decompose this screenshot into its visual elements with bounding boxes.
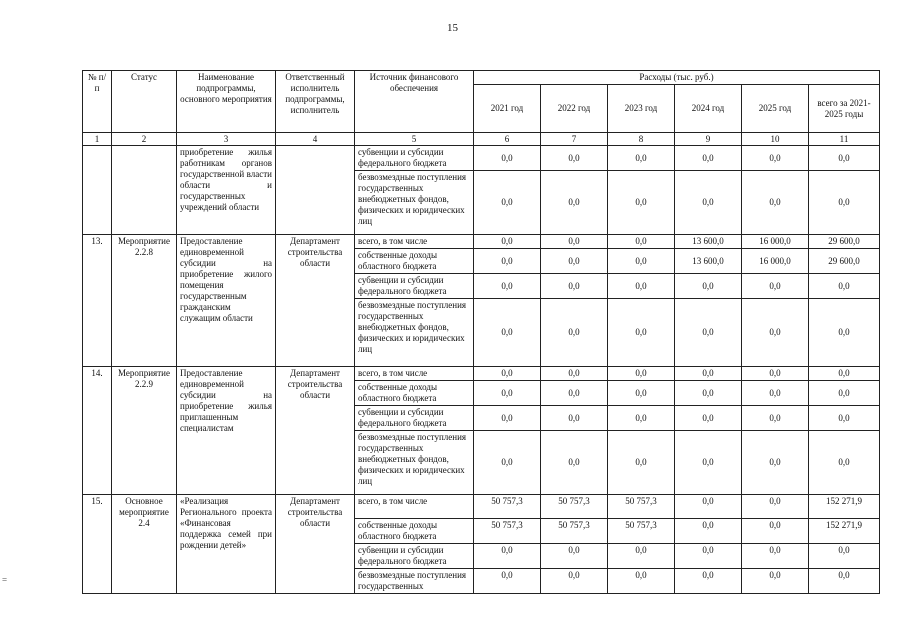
expense-value: 0,0 <box>541 235 608 249</box>
table-row <box>83 367 880 381</box>
expense-value: 0,0 <box>742 146 809 171</box>
expense-value: 0,0 <box>608 171 675 235</box>
expense-value: 0,0 <box>675 299 742 367</box>
column-number: 1 <box>83 133 112 146</box>
event-name: Предоставление единовременной субсидии на приобретение жилья приглашенным специалистам <box>177 367 276 495</box>
row-number: 14. <box>83 367 112 495</box>
expense-value: 0,0 <box>541 249 608 274</box>
expense-value: 13 600,0 <box>675 235 742 249</box>
expense-value: 0,0 <box>608 299 675 367</box>
funding-source: субвенции и субсидии федерального бюджета <box>355 274 474 299</box>
expense-value: 0,0 <box>809 381 880 406</box>
expense-value: 0,0 <box>675 367 742 381</box>
column-number: 2 <box>112 133 177 146</box>
expense-value: 0,0 <box>675 274 742 299</box>
column-number: 7 <box>541 133 608 146</box>
expense-value: 50 757,3 <box>608 495 675 519</box>
expense-value: 0,0 <box>474 146 541 171</box>
expense-value: 0,0 <box>474 544 541 569</box>
expense-value: 0,0 <box>742 519 809 544</box>
expense-value: 0,0 <box>809 431 880 495</box>
expense-value: 0,0 <box>742 569 809 594</box>
column-number: 11 <box>809 133 880 146</box>
column-number: 8 <box>608 133 675 146</box>
page-number: 15 <box>447 22 458 34</box>
column-number: 4 <box>276 133 355 146</box>
funding-source: всего, в том числе <box>355 235 474 249</box>
expense-value: 0,0 <box>742 274 809 299</box>
column-number: 6 <box>474 133 541 146</box>
expense-value: 0,0 <box>541 431 608 495</box>
column-number: 10 <box>742 133 809 146</box>
expense-value: 0,0 <box>608 146 675 171</box>
expense-value: 0,0 <box>809 171 880 235</box>
expense-value: 29 600,0 <box>809 235 880 249</box>
expense-value: 0,0 <box>608 544 675 569</box>
expense-value: 0,0 <box>474 235 541 249</box>
expense-value: 0,0 <box>742 544 809 569</box>
expense-value: 0,0 <box>474 381 541 406</box>
table-body <box>83 146 880 594</box>
funding-source: собственные доходы областного бюджета <box>355 381 474 406</box>
event-status: Основное мероприятие 2.4 <box>112 495 177 594</box>
event-name: приобретение жилья работникам органов государственной власти области и государственных учреждений области <box>177 146 276 235</box>
expense-value: 0,0 <box>541 146 608 171</box>
column-number: 3 <box>177 133 276 146</box>
expense-value: 50 757,3 <box>474 519 541 544</box>
header-year-2: 2022 год <box>541 85 608 133</box>
row-number <box>83 146 112 235</box>
expense-value: 0,0 <box>742 367 809 381</box>
expense-value: 0,0 <box>608 406 675 431</box>
responsible-executor: Департамент строительства области <box>276 367 355 495</box>
funding-source: субвенции и субсидии федерального бюджета <box>355 146 474 171</box>
header-name: Наименование подпрограммы, основного мероприятия <box>177 71 276 133</box>
header-responsible: Ответственный исполнитель подпрограммы, исполнитель <box>276 71 355 133</box>
header-num: № п/п <box>83 71 112 133</box>
event-name: «Реализация Регионального проекта «Финансовая поддержка семей при рождении детей» <box>177 495 276 594</box>
table-row <box>83 146 880 171</box>
header-year-4: 2024 год <box>675 85 742 133</box>
expense-value: 0,0 <box>474 171 541 235</box>
expense-value: 0,0 <box>541 299 608 367</box>
expense-value: 0,0 <box>742 495 809 519</box>
expense-value: 0,0 <box>742 431 809 495</box>
header-year-6: всего за 2021-2025 годы <box>809 85 880 133</box>
expense-value: 0,0 <box>742 171 809 235</box>
expense-value: 0,0 <box>675 171 742 235</box>
expense-value: 0,0 <box>809 274 880 299</box>
column-number: 5 <box>355 133 474 146</box>
expense-value: 0,0 <box>675 431 742 495</box>
expense-value: 0,0 <box>675 519 742 544</box>
responsible-executor: Департамент строительства области <box>276 495 355 594</box>
expense-value: 0,0 <box>809 299 880 367</box>
header-year-1: 2021 год <box>474 85 541 133</box>
expense-value: 0,0 <box>474 406 541 431</box>
header-year-3: 2023 год <box>608 85 675 133</box>
expense-value: 0,0 <box>675 569 742 594</box>
funding-source: субвенции и субсидии федерального бюджета <box>355 544 474 569</box>
funding-source: безвозмездные поступления государственных внебюджетных фондов, физических и юридических лиц <box>355 171 474 235</box>
event-status: Мероприятие 2.2.8 <box>112 235 177 367</box>
expense-value: 0,0 <box>541 381 608 406</box>
event-name: Предоставление единовременной субсидии на приобретение жилого помещения государственным гражданским служащим области <box>177 235 276 367</box>
expense-value: 50 757,3 <box>474 495 541 519</box>
expense-value: 0,0 <box>742 406 809 431</box>
expense-value: 0,0 <box>809 569 880 594</box>
expense-value: 50 757,3 <box>541 519 608 544</box>
expense-value: 0,0 <box>474 299 541 367</box>
expense-value: 0,0 <box>608 381 675 406</box>
column-numbers-row <box>83 133 880 146</box>
funding-source: безвозмездные поступления государственных внебюджетных фондов, физических и юридических лиц <box>355 299 474 367</box>
table-row <box>83 235 880 249</box>
row-number: 15. <box>83 495 112 594</box>
expense-value: 0,0 <box>675 146 742 171</box>
event-status <box>112 146 177 235</box>
expense-value: 0,0 <box>809 367 880 381</box>
budget-table <box>82 70 880 594</box>
expense-value: 16 000,0 <box>742 235 809 249</box>
expense-value: 0,0 <box>809 544 880 569</box>
funding-source: субвенции и субсидии федерального бюджета <box>355 406 474 431</box>
expense-value: 152 271,9 <box>809 519 880 544</box>
responsible-executor <box>276 146 355 235</box>
expense-value: 50 757,3 <box>541 495 608 519</box>
header-status: Статус <box>112 71 177 133</box>
expense-value: 0,0 <box>809 146 880 171</box>
table-row <box>83 495 880 519</box>
funding-source: безвозмездные поступления государственных <box>355 569 474 594</box>
expense-value: 0,0 <box>541 367 608 381</box>
expense-value: 0,0 <box>675 495 742 519</box>
funding-source: всего, в том числе <box>355 367 474 381</box>
expense-value: 0,0 <box>474 367 541 381</box>
expense-value: 0,0 <box>474 274 541 299</box>
header-year-5: 2025 год <box>742 85 809 133</box>
expense-value: 0,0 <box>742 381 809 406</box>
expense-value: 13 600,0 <box>675 249 742 274</box>
header-expenses: Расходы (тыс. руб.) <box>474 71 880 85</box>
funding-source: собственные доходы областного бюджета <box>355 249 474 274</box>
expense-value: 0,0 <box>474 249 541 274</box>
funding-source: безвозмездные поступления государственных внебюджетных фондов, физических и юридических лиц <box>355 431 474 495</box>
edge-mark: = <box>2 575 8 585</box>
expense-value: 0,0 <box>608 274 675 299</box>
expense-value: 152 271,9 <box>809 495 880 519</box>
row-number: 13. <box>83 235 112 367</box>
column-number: 9 <box>675 133 742 146</box>
header-source: Источник финансового обеспечения <box>355 71 474 133</box>
responsible-executor: Департамент строительства области <box>276 235 355 367</box>
expense-value: 0,0 <box>675 406 742 431</box>
expense-value: 0,0 <box>608 235 675 249</box>
expense-value: 0,0 <box>474 431 541 495</box>
funding-source: собственные доходы областного бюджета <box>355 519 474 544</box>
expense-value: 50 757,3 <box>608 519 675 544</box>
funding-source: всего, в том числе <box>355 495 474 519</box>
expense-value: 16 000,0 <box>742 249 809 274</box>
expense-value: 0,0 <box>742 299 809 367</box>
expense-value: 0,0 <box>809 406 880 431</box>
expense-value: 0,0 <box>474 569 541 594</box>
event-status: Мероприятие 2.2.9 <box>112 367 177 495</box>
expense-value: 0,0 <box>541 406 608 431</box>
expense-value: 0,0 <box>541 544 608 569</box>
expense-value: 0,0 <box>675 381 742 406</box>
expense-value: 0,0 <box>541 171 608 235</box>
expense-value: 0,0 <box>608 249 675 274</box>
expense-value: 0,0 <box>608 431 675 495</box>
expense-value: 0,0 <box>675 544 742 569</box>
expense-value: 0,0 <box>608 569 675 594</box>
table-header <box>83 71 880 146</box>
expense-value: 0,0 <box>541 569 608 594</box>
expense-value: 29 600,0 <box>809 249 880 274</box>
expense-value: 0,0 <box>541 274 608 299</box>
expense-value: 0,0 <box>608 367 675 381</box>
